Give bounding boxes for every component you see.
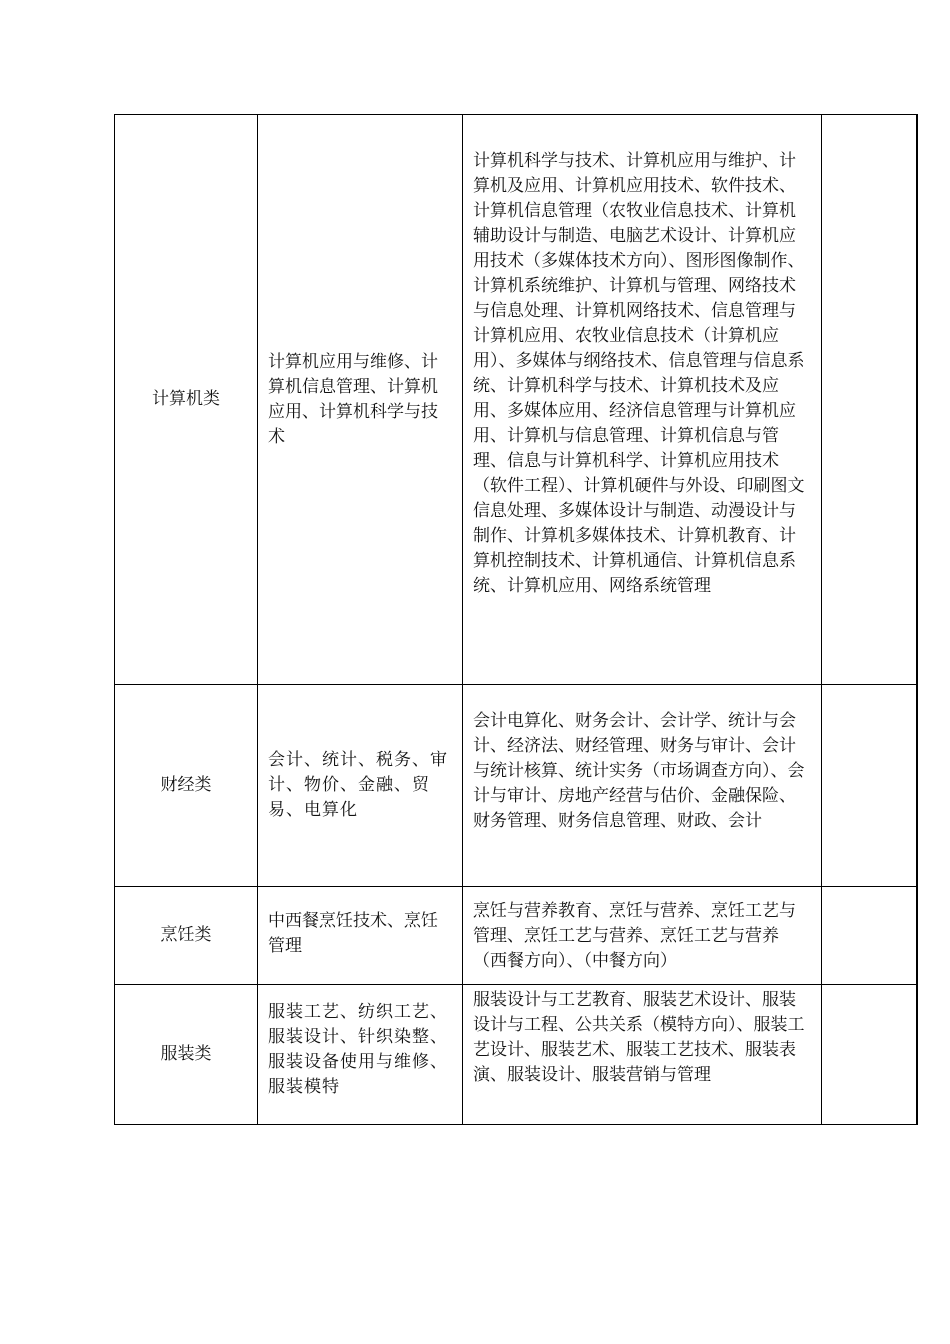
empty-cell xyxy=(822,115,918,685)
higher-majors-cell: 计算机科学与技术、计算机应用与维护、计算机及应用、计算机应用技术、软件技术、计算机信息管理（农牧业信息技术、计算机辅助设计与制造、电脑艺术设计、计算机应用技术（多媒体技术方向）、图形图像制作、计算机系统维护、计算机与管理、网络技术与信息处理、计算机网络技术、信息管理与计算机应用、农牧业信息技术（计算机应用）、多媒体与纲络技术、信息管理与信息系统、计算机科学与技术、计算机技术及应用、多媒体应用、经济信息管理与计算机应用、计算机与信息管理、计算机信息与管理、信息与计算机科学、计算机应用技术（软件工程）、计算机硬件与外设、印刷图文信息处理、多媒体设计与制造、动漫设计与制作、计算机多媒体技术、计算机教育、计算机控制技术、计算机通信、计算机信息系统、计算机应用、网络系统管理 xyxy=(463,115,822,685)
table-row xyxy=(115,685,918,887)
table-row xyxy=(115,115,918,685)
major-correspondence-table xyxy=(114,114,918,1125)
category-cell: 烹饪类 xyxy=(115,887,258,985)
secondary-majors-cell: 会计、统计、税务、审计、物价、金融、贸易、电算化 xyxy=(258,685,463,887)
category-cell: 服装类 xyxy=(115,985,258,1125)
table-row xyxy=(115,985,918,1125)
table-row xyxy=(115,887,918,985)
category-cell: 财经类 xyxy=(115,685,258,887)
secondary-majors-cell: 服装工艺、纺织工艺、服装设计、针织染整、服装设备使用与维修、服装模特 xyxy=(258,985,463,1125)
higher-majors-cell: 服装设计与工艺教育、服装艺术设计、服装设计与工程、公共关系（模特方向）、服装工艺设计、服装艺术、服装工艺技术、服装表演、服装设计、服装营销与管理 xyxy=(463,985,822,1125)
secondary-majors-cell: 计算机应用与维修、计算机信息管理、计算机应用、计算机科学与技术 xyxy=(258,115,463,685)
empty-cell xyxy=(822,985,918,1125)
empty-cell xyxy=(822,685,918,887)
empty-cell xyxy=(822,887,918,985)
secondary-majors-cell: 中西餐烹饪技术、烹饪管理 xyxy=(258,887,463,985)
category-cell: 计算机类 xyxy=(115,115,258,685)
higher-majors-cell: 烹饪与营养教育、烹饪与营养、烹饪工艺与管理、烹饪工艺与营养、烹饪工艺与营养（西餐方向）、（中餐方向） xyxy=(463,887,822,985)
higher-majors-cell: 会计电算化、财务会计、会计学、统计与会计、经济法、财经管理、财务与审计、会计与统计核算、统计实务（市场调查方向）、会计与审计、房地产经营与估价、金融保险、财务管理、财务信息管理、财政、会计 xyxy=(463,685,822,887)
